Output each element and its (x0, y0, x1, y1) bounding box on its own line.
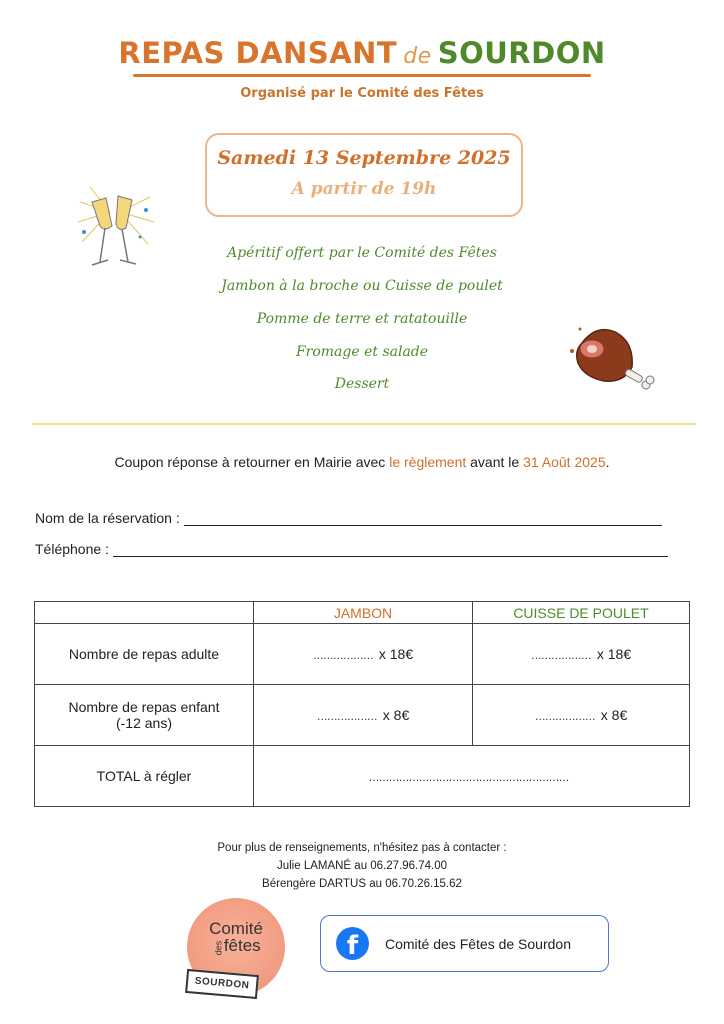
logo-badge: SOURDON (185, 969, 259, 999)
phone-field[interactable] (113, 542, 668, 557)
contact-person-2: Bérengère DARTUS au 06.70.26.15.62 (262, 878, 462, 890)
reservation-name-field[interactable] (184, 511, 662, 526)
order-table (34, 601, 690, 807)
ham-icon (562, 315, 662, 405)
contact-intro: Pour plus de renseignements, n'hésitez pas à contacter : (217, 842, 507, 854)
facebook-link[interactable] (320, 915, 609, 972)
phone-label: Téléphone : (35, 541, 109, 557)
fill-dots: ……………… (530, 650, 591, 662)
reservation-name-label: Nom de la réservation : (35, 510, 180, 526)
coupon-text: Coupon réponse à retourner en Mairie avec (114, 454, 390, 470)
menu-item: Dessert (334, 376, 390, 392)
logo-text-comite: Comité (209, 919, 263, 938)
table-row (35, 685, 690, 746)
event-date-box (205, 133, 523, 217)
subtitle: Organisé par le Comité des Fêtes (240, 86, 484, 101)
total-fill-dots: …………………………………………………… (368, 772, 569, 784)
table-header-jambon: JAMBON (254, 602, 473, 624)
row-label-line2: (-12 ans) (115, 715, 173, 731)
facebook-label: Comité des Fêtes de Sourdon (385, 935, 571, 952)
section-divider (32, 423, 696, 425)
price: x 18€ (378, 646, 414, 662)
table-header-poulet: CUISSE DE POULET (473, 602, 690, 624)
price: x 8€ (600, 707, 628, 723)
coupon-highlight-payment: le règlement (389, 454, 467, 470)
row-label-line1: Nombre de repas enfant (68, 699, 220, 715)
title-underline (133, 74, 591, 77)
menu-item: Pomme de terre et ratatouille (256, 311, 468, 327)
table-header-empty (35, 602, 254, 624)
table-row-total (35, 746, 690, 807)
menu-item: Fromage et salade (295, 344, 429, 360)
total-label: TOTAL à régler (35, 746, 254, 807)
coupon-text: avant le (466, 454, 524, 470)
facebook-icon: f (336, 927, 369, 960)
menu-item: Jambon à la broche ou Cuisse de poulet (221, 278, 503, 294)
coupon-text: . (605, 454, 610, 470)
price: x 8€ (382, 707, 410, 723)
title-part-de: de (403, 44, 432, 69)
event-time: A partir de 19h (291, 179, 437, 199)
reservation-name-row (35, 510, 662, 526)
total-cell[interactable] (254, 746, 690, 807)
champagne-glasses-icon (70, 182, 160, 277)
child-jambon-cell[interactable] (254, 685, 473, 746)
price: x 18€ (596, 646, 632, 662)
fill-dots: ……………… (312, 650, 373, 662)
child-poulet-cell[interactable] (473, 685, 690, 746)
logo-text-fetes: fêtes (223, 936, 261, 955)
contact-person-1: Julie LAMANÉ au 06.27.96.74.00 (276, 860, 448, 872)
event-date: Samedi 13 Septembre 2025 (217, 147, 511, 169)
menu-item: Apéritif offert par le Comité des Fêtes (227, 245, 497, 261)
adult-jambon-cell[interactable] (254, 624, 473, 685)
phone-row (35, 541, 668, 557)
table-header-row (35, 602, 690, 624)
title-part-repas: REPAS DANSANT (118, 36, 398, 70)
logo-text-des: des (213, 940, 224, 956)
coupon-instructions (0, 454, 724, 470)
table-row (35, 624, 690, 685)
title-part-sourdon: SOURDON (437, 36, 606, 70)
coupon-highlight-deadline: 31 Août 2025 (523, 454, 606, 470)
row-label (35, 685, 254, 746)
fill-dots: ……………… (534, 711, 595, 723)
adult-poulet-cell[interactable] (473, 624, 690, 685)
row-label: Nombre de repas adulte (35, 624, 254, 685)
fill-dots: ……………… (316, 711, 377, 723)
page-title (0, 36, 724, 70)
